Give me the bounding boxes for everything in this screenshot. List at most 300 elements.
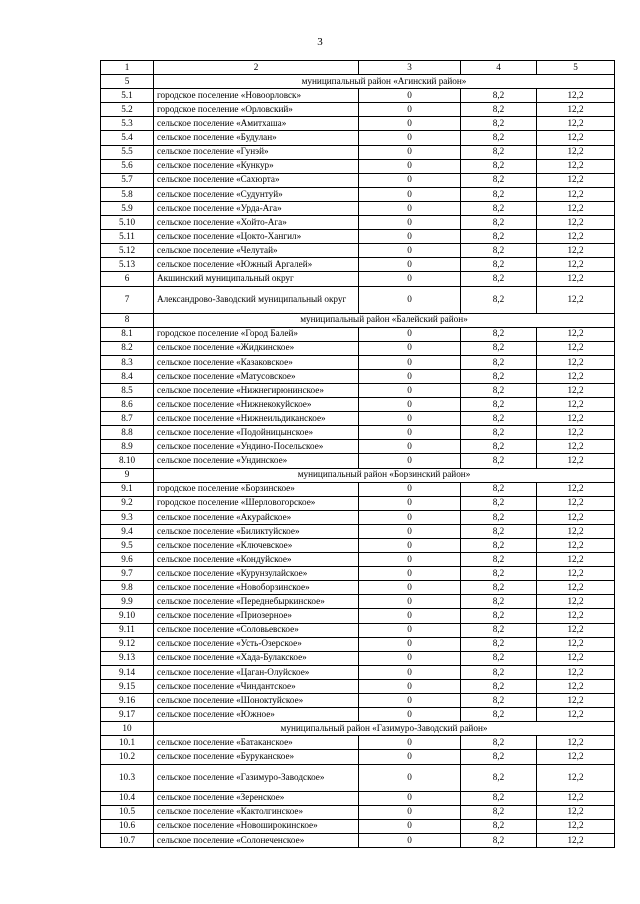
table-row (101, 286, 615, 313)
value-col3: 0 (359, 355, 461, 369)
value-col3: 0 (359, 665, 461, 679)
page-number: 3 (317, 36, 323, 48)
table-row (101, 510, 615, 524)
value-col3: 0 (359, 145, 461, 159)
value-col3: 0 (359, 581, 461, 595)
value-col3: 0 (359, 595, 461, 609)
value-col3: 0 (359, 369, 461, 383)
section-title: муниципальный район «Борзинский район» (154, 468, 615, 482)
value-col3: 0 (359, 539, 461, 553)
value-col4: 8,2 (461, 553, 537, 567)
settlement-name: сельское поселение «Сахюрта» (154, 173, 359, 187)
value-col3: 0 (359, 623, 461, 637)
value-col5: 12,2 (537, 567, 615, 581)
settlement-name: сельское поселение «Судунтуй» (154, 187, 359, 201)
table-row (101, 216, 615, 230)
value-col3: 0 (359, 637, 461, 651)
tariff-table (100, 60, 615, 848)
column-header-5: 5 (537, 61, 615, 75)
value-col4: 8,2 (461, 539, 537, 553)
value-col5: 12,2 (537, 833, 615, 847)
value-col4: 8,2 (461, 496, 537, 510)
table-row (101, 412, 615, 426)
value-col5: 12,2 (537, 173, 615, 187)
value-col4: 8,2 (461, 750, 537, 764)
settlement-name: Александрово-Заводский муниципальный округ (154, 286, 359, 313)
value-col3: 0 (359, 201, 461, 215)
settlement-name: сельское поселение «Урда-Ага» (154, 201, 359, 215)
row-number: 10.5 (101, 805, 154, 819)
table-row (101, 567, 615, 581)
value-col5: 12,2 (537, 805, 615, 819)
settlement-name: сельское поселение «Челутай» (154, 244, 359, 258)
value-col5: 12,2 (537, 355, 615, 369)
value-col5: 12,2 (537, 581, 615, 595)
value-col3: 0 (359, 131, 461, 145)
settlement-name: городское поселение «Город Балей» (154, 327, 359, 341)
table-row (101, 355, 615, 369)
value-col4: 8,2 (461, 482, 537, 496)
value-col3: 0 (359, 454, 461, 468)
value-col4: 8,2 (461, 833, 537, 847)
value-col4: 8,2 (461, 708, 537, 722)
value-col5: 12,2 (537, 272, 615, 286)
value-col5: 12,2 (537, 327, 615, 341)
value-col3: 0 (359, 482, 461, 496)
settlement-name: городское поселение «Орловский» (154, 103, 359, 117)
settlement-name: городское поселение «Новоорловск» (154, 89, 359, 103)
value-col5: 12,2 (537, 679, 615, 693)
value-col4: 8,2 (461, 216, 537, 230)
row-number: 9.2 (101, 496, 154, 510)
value-col3: 0 (359, 159, 461, 173)
value-col3: 0 (359, 272, 461, 286)
table-row (101, 173, 615, 187)
table-row (101, 679, 615, 693)
table-row (101, 426, 615, 440)
table-row (101, 369, 615, 383)
value-col5: 12,2 (537, 708, 615, 722)
settlement-name: сельское поселение «Подойницынское» (154, 426, 359, 440)
row-number: 10.1 (101, 736, 154, 750)
row-number: 8.10 (101, 454, 154, 468)
value-col3: 0 (359, 764, 461, 791)
settlement-name: сельское поселение «Кактолгинское» (154, 805, 359, 819)
value-col5: 12,2 (537, 791, 615, 805)
value-col4: 8,2 (461, 327, 537, 341)
settlement-name: городское поселение «Борзинское» (154, 482, 359, 496)
value-col5: 12,2 (537, 117, 615, 131)
value-col5: 12,2 (537, 159, 615, 173)
row-number: 9.11 (101, 623, 154, 637)
value-col3: 0 (359, 327, 461, 341)
value-col4: 8,2 (461, 581, 537, 595)
value-col5: 12,2 (537, 131, 615, 145)
value-col4: 8,2 (461, 637, 537, 651)
row-number: 9.9 (101, 595, 154, 609)
section-title: муниципальный район «Газимуро-Заводский район» (154, 722, 615, 736)
settlement-name: сельское поселение «Ундино-Посельское» (154, 440, 359, 454)
table-row (101, 708, 615, 722)
value-col4: 8,2 (461, 103, 537, 117)
table-row (101, 791, 615, 805)
value-col3: 0 (359, 567, 461, 581)
value-col3: 0 (359, 117, 461, 131)
settlement-name: сельское поселение «Шоноктуйское» (154, 694, 359, 708)
value-col3: 0 (359, 609, 461, 623)
value-col4: 8,2 (461, 159, 537, 173)
value-col4: 8,2 (461, 145, 537, 159)
value-col3: 0 (359, 244, 461, 258)
table-body (101, 61, 615, 848)
row-number: 5.12 (101, 244, 154, 258)
table-row (101, 524, 615, 538)
value-col5: 12,2 (537, 553, 615, 567)
table-row (101, 539, 615, 553)
column-header-3: 3 (359, 61, 461, 75)
row-number: 5.2 (101, 103, 154, 117)
value-col3: 0 (359, 216, 461, 230)
table-row (101, 553, 615, 567)
row-number: 9.8 (101, 581, 154, 595)
value-col3: 0 (359, 440, 461, 454)
table-row (101, 651, 615, 665)
value-col4: 8,2 (461, 651, 537, 665)
settlement-name: сельское поселение «Батаканское» (154, 736, 359, 750)
table-row (101, 581, 615, 595)
settlement-name: сельское поселение «Амитхаша» (154, 117, 359, 131)
row-number: 9.15 (101, 679, 154, 693)
row-number: 8.3 (101, 355, 154, 369)
section-title: муниципальный район «Балейский район» (154, 313, 615, 327)
settlement-name: сельское поселение «Нижнеильдиканское» (154, 412, 359, 426)
settlement-name: сельское поселение «Буруканское» (154, 750, 359, 764)
settlement-name: Акшинский муниципальный округ (154, 272, 359, 286)
value-col4: 8,2 (461, 805, 537, 819)
value-col5: 12,2 (537, 609, 615, 623)
table-row (101, 623, 615, 637)
value-col4: 8,2 (461, 187, 537, 201)
value-col5: 12,2 (537, 539, 615, 553)
row-number: 10.7 (101, 833, 154, 847)
section-row (101, 468, 615, 482)
row-number: 5.10 (101, 216, 154, 230)
table-row (101, 131, 615, 145)
table-row (101, 750, 615, 764)
value-col3: 0 (359, 708, 461, 722)
value-col4: 8,2 (461, 355, 537, 369)
settlement-name: сельское поселение «Чиндантское» (154, 679, 359, 693)
table-row (101, 595, 615, 609)
value-col3: 0 (359, 694, 461, 708)
value-col4: 8,2 (461, 89, 537, 103)
value-col5: 12,2 (537, 595, 615, 609)
table-row (101, 609, 615, 623)
value-col4: 8,2 (461, 244, 537, 258)
row-number: 5.7 (101, 173, 154, 187)
value-col5: 12,2 (537, 637, 615, 651)
settlement-name: сельское поселение «Переднебыркинское» (154, 595, 359, 609)
value-col3: 0 (359, 791, 461, 805)
value-col4: 8,2 (461, 595, 537, 609)
row-number: 9.1 (101, 482, 154, 496)
row-number: 5.5 (101, 145, 154, 159)
value-col3: 0 (359, 524, 461, 538)
value-col5: 12,2 (537, 89, 615, 103)
table-row (101, 145, 615, 159)
section-row (101, 722, 615, 736)
value-col5: 12,2 (537, 440, 615, 454)
settlement-name: сельское поселение «Цаган-Олуйское» (154, 665, 359, 679)
value-col4: 8,2 (461, 230, 537, 244)
section-code: 5 (101, 75, 154, 89)
value-col4: 8,2 (461, 736, 537, 750)
value-col4: 8,2 (461, 426, 537, 440)
value-col4: 8,2 (461, 258, 537, 272)
row-number: 9.10 (101, 609, 154, 623)
row-number: 9.17 (101, 708, 154, 722)
row-number: 5.1 (101, 89, 154, 103)
value-col4: 8,2 (461, 286, 537, 313)
value-col4: 8,2 (461, 454, 537, 468)
settlement-name: сельское поселение «Биликтуйское» (154, 524, 359, 538)
value-col3: 0 (359, 230, 461, 244)
value-col5: 12,2 (537, 623, 615, 637)
table-row (101, 341, 615, 355)
row-number: 8.1 (101, 327, 154, 341)
value-col5: 12,2 (537, 341, 615, 355)
table-row (101, 764, 615, 791)
value-col5: 12,2 (537, 750, 615, 764)
table-row (101, 383, 615, 397)
settlement-name: сельское поселение «Нижнегирюнинское» (154, 383, 359, 397)
section-code: 8 (101, 313, 154, 327)
value-col4: 8,2 (461, 764, 537, 791)
row-number: 8.7 (101, 412, 154, 426)
value-col5: 12,2 (537, 383, 615, 397)
row-number: 10.6 (101, 819, 154, 833)
value-col4: 8,2 (461, 341, 537, 355)
table-row (101, 187, 615, 201)
value-col5: 12,2 (537, 216, 615, 230)
settlement-name: сельское поселение «Будулан» (154, 131, 359, 145)
row-number: 9.14 (101, 665, 154, 679)
row-number: 5.11 (101, 230, 154, 244)
settlement-name: сельское поселение «Казаковское» (154, 355, 359, 369)
table-row (101, 805, 615, 819)
row-number: 5.6 (101, 159, 154, 173)
table-row (101, 833, 615, 847)
value-col3: 0 (359, 736, 461, 750)
table-row (101, 440, 615, 454)
value-col4: 8,2 (461, 398, 537, 412)
value-col5: 12,2 (537, 103, 615, 117)
value-col5: 12,2 (537, 286, 615, 313)
value-col3: 0 (359, 679, 461, 693)
value-col4: 8,2 (461, 201, 537, 215)
settlement-name: сельское поселение «Соловьевское» (154, 623, 359, 637)
settlement-name: сельское поселение «Кондуйское» (154, 553, 359, 567)
settlement-name: сельское поселение «Ундинское» (154, 454, 359, 468)
value-col3: 0 (359, 510, 461, 524)
row-number: 9.7 (101, 567, 154, 581)
value-col3: 0 (359, 173, 461, 187)
value-col3: 0 (359, 426, 461, 440)
value-col4: 8,2 (461, 131, 537, 145)
row-number: 9.3 (101, 510, 154, 524)
row-number: 5.4 (101, 131, 154, 145)
table-row (101, 819, 615, 833)
table-row (101, 665, 615, 679)
value-col5: 12,2 (537, 482, 615, 496)
row-number: 6 (101, 272, 154, 286)
row-number: 8.4 (101, 369, 154, 383)
value-col3: 0 (359, 89, 461, 103)
table-row (101, 244, 615, 258)
value-col5: 12,2 (537, 651, 615, 665)
column-header-2: 2 (154, 61, 359, 75)
value-col5: 12,2 (537, 694, 615, 708)
row-number: 5.3 (101, 117, 154, 131)
value-col5: 12,2 (537, 736, 615, 750)
table-row (101, 272, 615, 286)
value-col5: 12,2 (537, 201, 615, 215)
row-number: 5.9 (101, 201, 154, 215)
value-col4: 8,2 (461, 819, 537, 833)
value-col5: 12,2 (537, 369, 615, 383)
value-col4: 8,2 (461, 623, 537, 637)
value-col3: 0 (359, 187, 461, 201)
settlement-name: сельское поселение «Новоширокинское» (154, 819, 359, 833)
row-number: 9.12 (101, 637, 154, 651)
row-number: 8.8 (101, 426, 154, 440)
value-col4: 8,2 (461, 524, 537, 538)
value-col4: 8,2 (461, 117, 537, 131)
section-row (101, 75, 615, 89)
value-col5: 12,2 (537, 454, 615, 468)
table-row (101, 117, 615, 131)
row-number: 8.9 (101, 440, 154, 454)
settlement-name: сельское поселение «Южный Аргалей» (154, 258, 359, 272)
value-col5: 12,2 (537, 230, 615, 244)
value-col4: 8,2 (461, 679, 537, 693)
settlement-name: сельское поселение «Ключевское» (154, 539, 359, 553)
row-number: 8.5 (101, 383, 154, 397)
row-number: 9.13 (101, 651, 154, 665)
settlement-name: сельское поселение «Усть-Озерское» (154, 637, 359, 651)
table-row (101, 103, 615, 117)
settlement-name: сельское поселение «Солонеченское» (154, 833, 359, 847)
value-col3: 0 (359, 383, 461, 397)
value-col3: 0 (359, 553, 461, 567)
table-row (101, 736, 615, 750)
value-col3: 0 (359, 398, 461, 412)
value-col3: 0 (359, 750, 461, 764)
section-row (101, 313, 615, 327)
settlement-name: сельское поселение «Хада-Булакское» (154, 651, 359, 665)
value-col3: 0 (359, 103, 461, 117)
value-col4: 8,2 (461, 383, 537, 397)
value-col4: 8,2 (461, 791, 537, 805)
settlement-name: сельское поселение «Зеренское» (154, 791, 359, 805)
value-col3: 0 (359, 833, 461, 847)
row-number: 8.6 (101, 398, 154, 412)
table-row (101, 258, 615, 272)
value-col3: 0 (359, 412, 461, 426)
value-col5: 12,2 (537, 764, 615, 791)
value-col4: 8,2 (461, 510, 537, 524)
value-col3: 0 (359, 496, 461, 510)
row-number: 9.4 (101, 524, 154, 538)
row-number: 10.4 (101, 791, 154, 805)
section-code: 9 (101, 468, 154, 482)
value-col5: 12,2 (537, 665, 615, 679)
table-row (101, 482, 615, 496)
settlement-name: сельское поселение «Приозерное» (154, 609, 359, 623)
value-col4: 8,2 (461, 412, 537, 426)
table-row (101, 159, 615, 173)
settlement-name: сельское поселение «Жидкинское» (154, 341, 359, 355)
settlement-name: сельское поселение «Хойто-Ага» (154, 216, 359, 230)
row-number: 8.2 (101, 341, 154, 355)
table-row (101, 496, 615, 510)
value-col5: 12,2 (537, 819, 615, 833)
value-col5: 12,2 (537, 412, 615, 426)
section-code: 10 (101, 722, 154, 736)
value-col3: 0 (359, 258, 461, 272)
value-col5: 12,2 (537, 145, 615, 159)
table-row (101, 230, 615, 244)
value-col5: 12,2 (537, 524, 615, 538)
settlement-name: сельское поселение «Газимуро-Заводское» (154, 764, 359, 791)
value-col4: 8,2 (461, 665, 537, 679)
table-row (101, 637, 615, 651)
table-row (101, 454, 615, 468)
section-title: муниципальный район «Агинский район» (154, 75, 615, 89)
value-col5: 12,2 (537, 258, 615, 272)
value-col3: 0 (359, 819, 461, 833)
value-col5: 12,2 (537, 398, 615, 412)
table-header-row (101, 61, 615, 75)
value-col4: 8,2 (461, 173, 537, 187)
value-col5: 12,2 (537, 426, 615, 440)
value-col4: 8,2 (461, 272, 537, 286)
settlement-name: сельское поселение «Южное» (154, 708, 359, 722)
value-col4: 8,2 (461, 694, 537, 708)
column-header-4: 4 (461, 61, 537, 75)
settlement-name: сельское поселение «Акурайское» (154, 510, 359, 524)
value-col4: 8,2 (461, 440, 537, 454)
settlement-name: сельское поселение «Цокто-Хангил» (154, 230, 359, 244)
row-number: 9.16 (101, 694, 154, 708)
value-col5: 12,2 (537, 496, 615, 510)
row-number: 9.6 (101, 553, 154, 567)
row-number: 7 (101, 286, 154, 313)
table-row (101, 201, 615, 215)
column-header-1: 1 (101, 61, 154, 75)
settlement-name: сельское поселение «Гунэй» (154, 145, 359, 159)
settlement-name: сельское поселение «Кункур» (154, 159, 359, 173)
settlement-name: городское поселение «Шерловогорское» (154, 496, 359, 510)
value-col3: 0 (359, 805, 461, 819)
value-col5: 12,2 (537, 244, 615, 258)
row-number: 10.3 (101, 764, 154, 791)
table-row (101, 89, 615, 103)
table-row (101, 327, 615, 341)
value-col5: 12,2 (537, 510, 615, 524)
settlement-name: сельское поселение «Нижнекокуйское» (154, 398, 359, 412)
value-col3: 0 (359, 341, 461, 355)
